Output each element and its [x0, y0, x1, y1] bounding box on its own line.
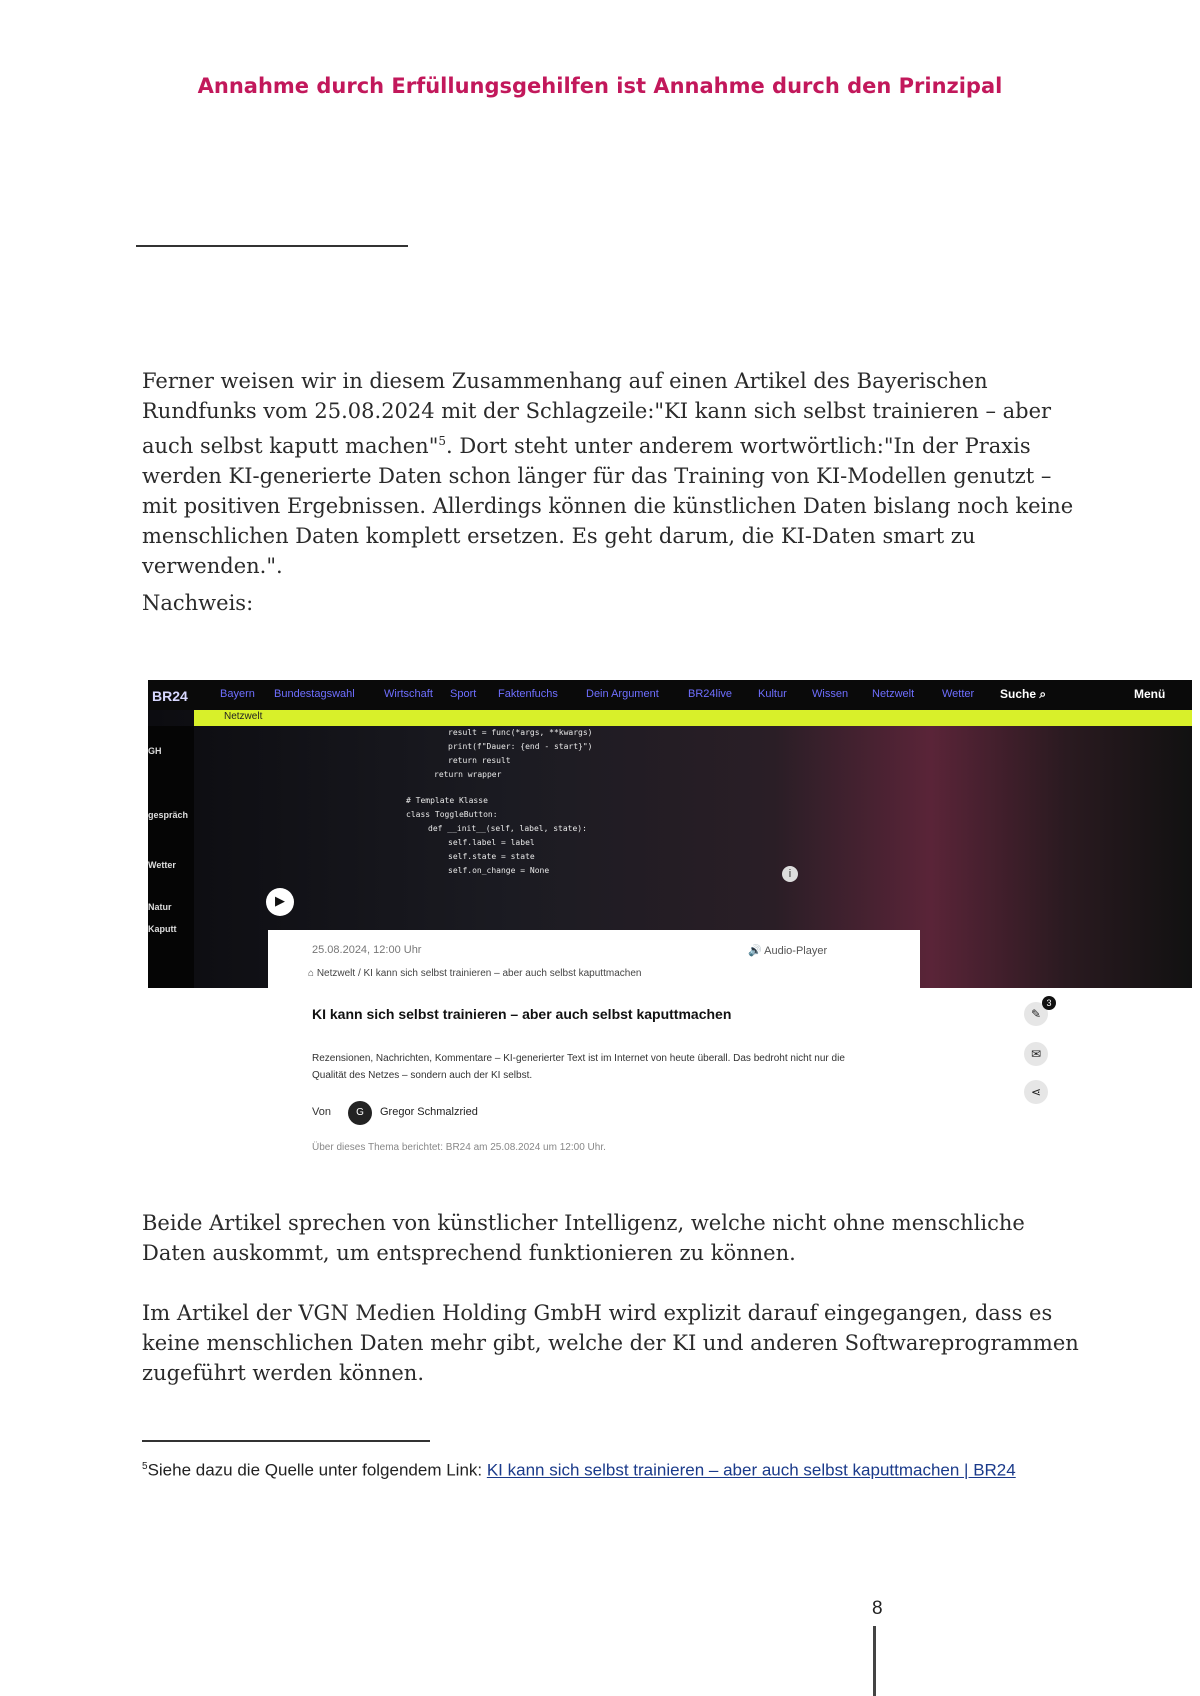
- nav-item-faktenfuchs[interactable]: Faktenfuchs: [498, 688, 558, 700]
- search-icon: ⌕: [1039, 687, 1047, 701]
- nav-item-br24live[interactable]: BR24live: [688, 688, 733, 700]
- paragraph-both-articles: Beide Artikel sprechen von künstlicher Intelligenz, welche nicht ohne menschliche Daten auskommt, um entsprechend funktionieren zu können.: [142, 1211, 1025, 1265]
- play-icon[interactable]: ▶: [266, 888, 294, 916]
- subnav-bar: [194, 710, 1192, 726]
- page-header-title: Annahme durch Erfüllungsgehilfen ist Annahme durch den Prinzipal: [197, 74, 1003, 98]
- author-by-label: Von: [312, 1106, 331, 1118]
- audio-player-button[interactable]: [748, 944, 827, 957]
- nav-item-wetter[interactable]: Wetter: [942, 688, 975, 700]
- mail-icon[interactable]: ✉: [1024, 1042, 1048, 1066]
- nav-item-bundestagswahl[interactable]: Bundestagswahl: [274, 688, 355, 700]
- article-teaser: Rezensionen, Nachrichten, Kommentare – KI-generierter Text ist im Internet von heute überall. Das bedroht nicht nur die Qualität des Netzes – sondern auch der KI selbst.: [312, 1053, 845, 1081]
- side-item[interactable]: Natur: [148, 902, 172, 912]
- footnote: [142, 1454, 1062, 1483]
- article-date: 25.08.2024, 12:00 Uhr: [312, 944, 422, 956]
- page-number-rule: [873, 1626, 876, 1696]
- nachweis-label: Nachweis:: [142, 591, 254, 615]
- code-line: self.state = state: [448, 852, 535, 861]
- footnote-reference[interactable]: 5: [438, 434, 446, 448]
- br24-logo[interactable]: BR24: [152, 688, 188, 704]
- code-line: print(f"Dauer: {end - start}"): [448, 742, 593, 751]
- article-broadcast-note: Über dieses Thema berichtet: BR24 am 25.08.2024 um 12:00 Uhr.: [312, 1142, 606, 1153]
- info-icon[interactable]: i: [782, 866, 798, 882]
- page-number: 8: [872, 1598, 883, 1619]
- code-line: class ToggleButton:: [406, 810, 498, 819]
- side-teaser-list: [148, 726, 194, 988]
- footnote-number: 5: [142, 1461, 148, 1472]
- code-line: return wrapper: [434, 770, 502, 779]
- site-nav-bar: [148, 680, 1192, 710]
- embedded-article-screenshot: [148, 680, 1192, 1174]
- code-line: def __init__(self, label, state):: [428, 824, 587, 833]
- nav-item-sport[interactable]: Sport: [450, 688, 477, 700]
- article-card: [268, 930, 920, 1174]
- comment-count-badge: 3: [1042, 996, 1056, 1010]
- share-icon[interactable]: ⋖: [1024, 1080, 1048, 1104]
- breadcrumb-path[interactable]: Netzwelt / KI kann sich selbst trainieren – aber auch selbst kaputtmachen: [316, 968, 642, 979]
- code-line: result = func(*args, **kwargs): [448, 728, 593, 737]
- code-line: return result: [448, 756, 511, 765]
- menu-button[interactable]: Menü: [1134, 687, 1166, 701]
- paragraph-intro-text-a: Ferner weisen wir in diesem Zusammenhang auf einen Artikel des Bayerischen Rundfunks vom 25.08.2024 mit der Schlagzeile:"KI kann sich selbst trainieren – aber auch selbst kaputt machen": [142, 369, 1052, 458]
- side-item[interactable]: gespräch: [148, 810, 189, 820]
- side-item[interactable]: Wetter: [148, 860, 176, 870]
- nav-item-dein-argument[interactable]: Dein Argument: [586, 688, 659, 700]
- nav-item-kultur[interactable]: Kultur: [758, 688, 787, 700]
- header-separator: [136, 245, 408, 247]
- code-line: self.label = label: [448, 838, 535, 847]
- side-item[interactable]: Kaputt: [148, 924, 177, 934]
- author-name[interactable]: Gregor Schmalzried: [380, 1106, 478, 1118]
- home-icon[interactable]: ⌂: [308, 968, 315, 979]
- footnote-text: Siehe dazu die Quelle unter folgendem Link:: [147, 1460, 487, 1480]
- code-line: self.on_change = None: [448, 866, 550, 875]
- article-title: KI kann sich selbst trainieren – aber auch selbst kaputtmachen: [312, 1006, 732, 1022]
- search-label: Suche: [1000, 687, 1037, 701]
- audio-label: Audio-Player: [764, 945, 828, 957]
- comment-icon[interactable]: ✎ 3: [1024, 1002, 1048, 1026]
- search-button[interactable]: [1000, 687, 1046, 702]
- paragraph-intro: [142, 366, 1082, 581]
- side-item[interactable]: GH: [148, 746, 162, 756]
- footnote-separator: [142, 1440, 430, 1442]
- nav-item-wissen[interactable]: Wissen: [812, 688, 849, 700]
- author-avatar[interactable]: G: [348, 1101, 372, 1125]
- breadcrumb: [308, 968, 641, 979]
- footnote-source-link[interactable]: KI kann sich selbst trainieren – aber auch selbst kaputtmachen | BR24: [486, 1460, 1016, 1480]
- nav-item-wirtschaft[interactable]: Wirtschaft: [384, 688, 433, 700]
- code-line: # Template Klasse: [406, 796, 488, 805]
- subnav-netzwelt[interactable]: Netzwelt: [224, 711, 263, 722]
- paragraph-vgn: Im Artikel der VGN Medien Holding GmbH wird explizit darauf eingegangen, dass es keine menschlichen Daten mehr gibt, welche der KI und anderen Softwareprogrammen zugeführt werden können.: [142, 1301, 1079, 1385]
- audio-icon: 🔊: [748, 945, 762, 957]
- paragraph-intro-text-b: . Dort steht unter anderem wortwörtlich:"In der Praxis werden KI-generierte Daten schon länger für das Training von KI-Modellen genutzt – mit positiven Ergebnissen. Allerdings können die künstlichen Daten bislang noch keine menschlichen Daten komplett ersetzen. Es geht darum, die KI-Daten smart zu verwenden.".: [142, 434, 1074, 578]
- nav-item-netzwelt[interactable]: Netzwelt: [872, 688, 915, 700]
- nav-item-bayern[interactable]: Bayern: [220, 688, 255, 700]
